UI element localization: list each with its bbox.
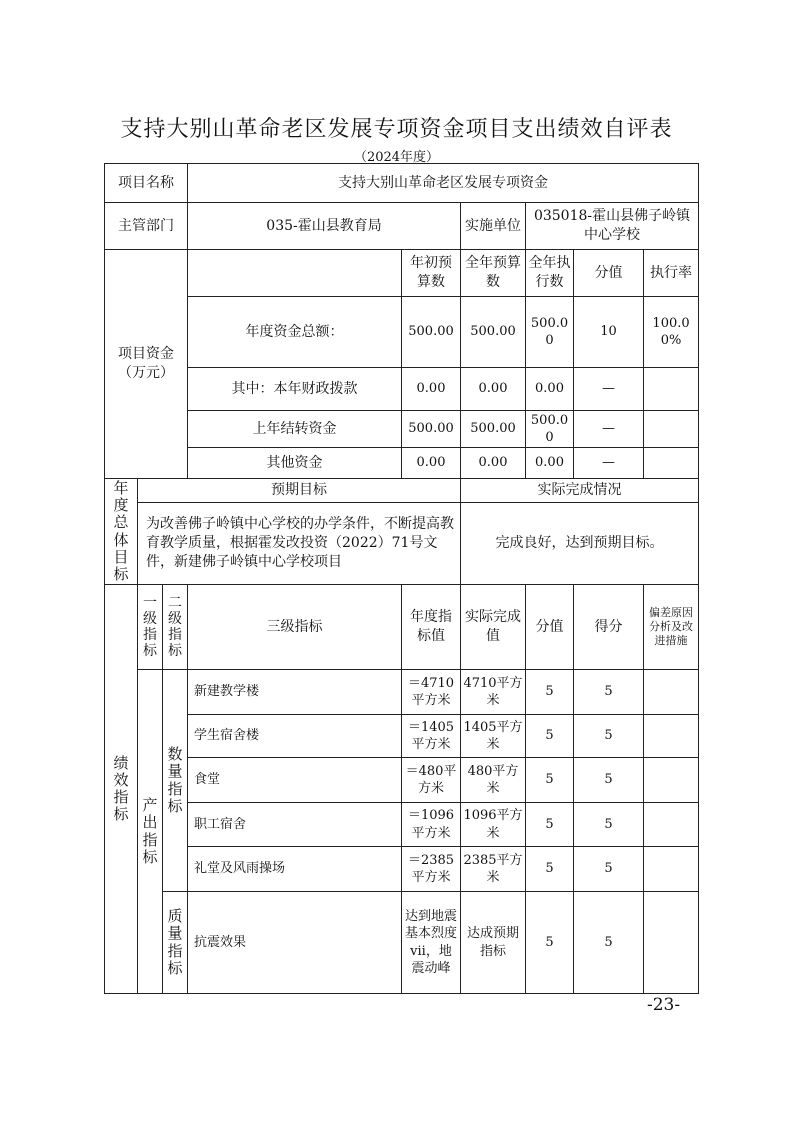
expected-goal-text: 为改善佛子岭镇中心学校的办学条件，不断提高教育教学质量，根据霍发改投资（2022）71号文件，新建佛子岭镇中心学校项目 [138,503,461,585]
indicator-actual: 达成预期指标 [461,892,526,994]
quantity-indicator-label: 数量指标 [163,670,188,892]
funds-annual: 0.00 [461,448,526,479]
indicator-target: ＝2385平方米 [402,847,461,892]
indicator-analysis [644,715,699,758]
actual-completion-header: 实际完成情况 [461,479,699,503]
funds-initial: 0.00 [402,448,461,479]
indicator-score: 5 [574,892,644,994]
indicator-analysis [644,670,699,715]
funds-executed: 500.00 [526,297,574,368]
performance-indicators-label: 绩效指标 [105,585,138,994]
funds-header-executed: 全年执行数 [526,250,574,297]
annual-goal-label: 年度总体目标 [105,479,138,585]
output-indicator-label: 产出指标 [138,670,163,994]
level1-indicator-header: 一级指标 [138,585,163,670]
impl-unit-value: 035018-霍山县佛子岭镇中心学校 [526,203,699,250]
score-header: 得分 [574,585,644,670]
indicator-analysis [644,803,699,847]
performance-row [105,803,699,847]
actual-completion-text: 完成良好，达到预期目标。 [461,503,699,585]
dept-value: 035-霍山县教育局 [188,203,461,250]
funds-row [105,448,699,479]
indicator-score-value: 5 [526,892,574,994]
indicator-name: 抗震效果 [188,892,402,994]
document-title: 支持大别山革命老区发展专项资金项目支出绩效自评表 [120,117,673,142]
funds-row [105,368,699,411]
indicator-actual: 4710平方米 [461,670,526,715]
project-name-label: 项目名称 [105,164,188,203]
funds-rate [644,448,699,479]
funds-row [105,297,699,368]
project-name-value: 支持大别山革命老区发展专项资金 [188,164,699,203]
funds-row-label: 上年结转资金 [188,411,402,448]
funds-score-value: 10 [574,297,644,368]
performance-row [105,670,699,715]
funds-initial: 500.00 [402,411,461,448]
funds-header-rate: 执行率 [644,250,699,297]
performance-row [105,847,699,892]
funds-row-label: 其他资金 [188,448,402,479]
indicator-actual: 480平方米 [461,758,526,803]
indicator-score: 5 [574,670,644,715]
funds-rate [644,411,699,448]
indicator-score-value: 5 [526,758,574,803]
level3-indicator-header: 三级指标 [188,585,402,670]
performance-row [105,715,699,758]
funds-rate: 100.00% [644,297,699,368]
quality-indicator-label: 质量指标 [163,892,188,994]
indicator-analysis [644,847,699,892]
funds-row [105,411,699,448]
indicator-name: 新建教学楼 [188,670,402,715]
funds-score-value: — [574,368,644,411]
indicator-name: 学生宿舍楼 [188,715,402,758]
funds-score-value: — [574,411,644,448]
indicator-actual: 1096平方米 [461,803,526,847]
indicator-name: 礼堂及风雨操场 [188,847,402,892]
performance-row [105,758,699,803]
indicator-target: 达到地震基本烈度vii，地震动峰 [402,892,461,994]
indicator-analysis [644,758,699,803]
deviation-analysis-header: 偏差原因分析及改进措施 [644,585,699,670]
indicator-actual: 2385平方米 [461,847,526,892]
target-value-header: 年度指标值 [402,585,461,670]
indicator-score: 5 [574,715,644,758]
evaluation-table [104,163,699,994]
funds-header-initial: 年初预算数 [402,250,461,297]
indicator-score-value: 5 [526,847,574,892]
funds-annual: 0.00 [461,368,526,411]
funds-header-annual: 全年预算数 [461,250,526,297]
indicator-score: 5 [574,803,644,847]
indicator-score-value: 5 [526,670,574,715]
funds-annual: 500.00 [461,411,526,448]
funds-header-blank [188,250,402,297]
level2-indicator-header: 二级指标 [163,585,188,670]
dept-label: 主管部门 [105,203,188,250]
indicator-score-value: 5 [526,803,574,847]
indicator-target: ＝480平方米 [402,758,461,803]
funds-initial: 500.00 [402,297,461,368]
document-subtitle: （2024年度） [353,150,440,165]
performance-row [105,892,699,994]
indicator-name: 食堂 [188,758,402,803]
funds-initial: 0.00 [402,368,461,411]
funds-executed: 500.00 [526,411,574,448]
funds-executed: 0.00 [526,448,574,479]
score-value-header: 分值 [526,585,574,670]
expected-goal-header: 预期目标 [138,479,461,503]
indicator-target: ＝1096平方米 [402,803,461,847]
funds-header-score-value: 分值 [574,250,644,297]
funds-score-value: — [574,448,644,479]
funds-row-label: 其中：本年财政拨款 [188,368,402,411]
indicator-analysis [644,892,699,994]
page-number: -23- [647,995,681,1015]
indicator-actual: 1405平方米 [461,715,526,758]
actual-value-header: 实际完成值 [461,585,526,670]
impl-unit-label: 实施单位 [461,203,526,250]
funds-annual: 500.00 [461,297,526,368]
funds-rate [644,368,699,411]
indicator-score-value: 5 [526,715,574,758]
indicator-target: ＝1405平方米 [402,715,461,758]
funds-executed: 0.00 [526,368,574,411]
indicator-name: 职工宿舍 [188,803,402,847]
funds-row-label: 年度资金总额： [188,297,402,368]
indicator-score: 5 [574,758,644,803]
indicator-score: 5 [574,847,644,892]
indicator-target: ＝4710平方米 [402,670,461,715]
funds-label: 项目资金（万元） [105,250,188,479]
